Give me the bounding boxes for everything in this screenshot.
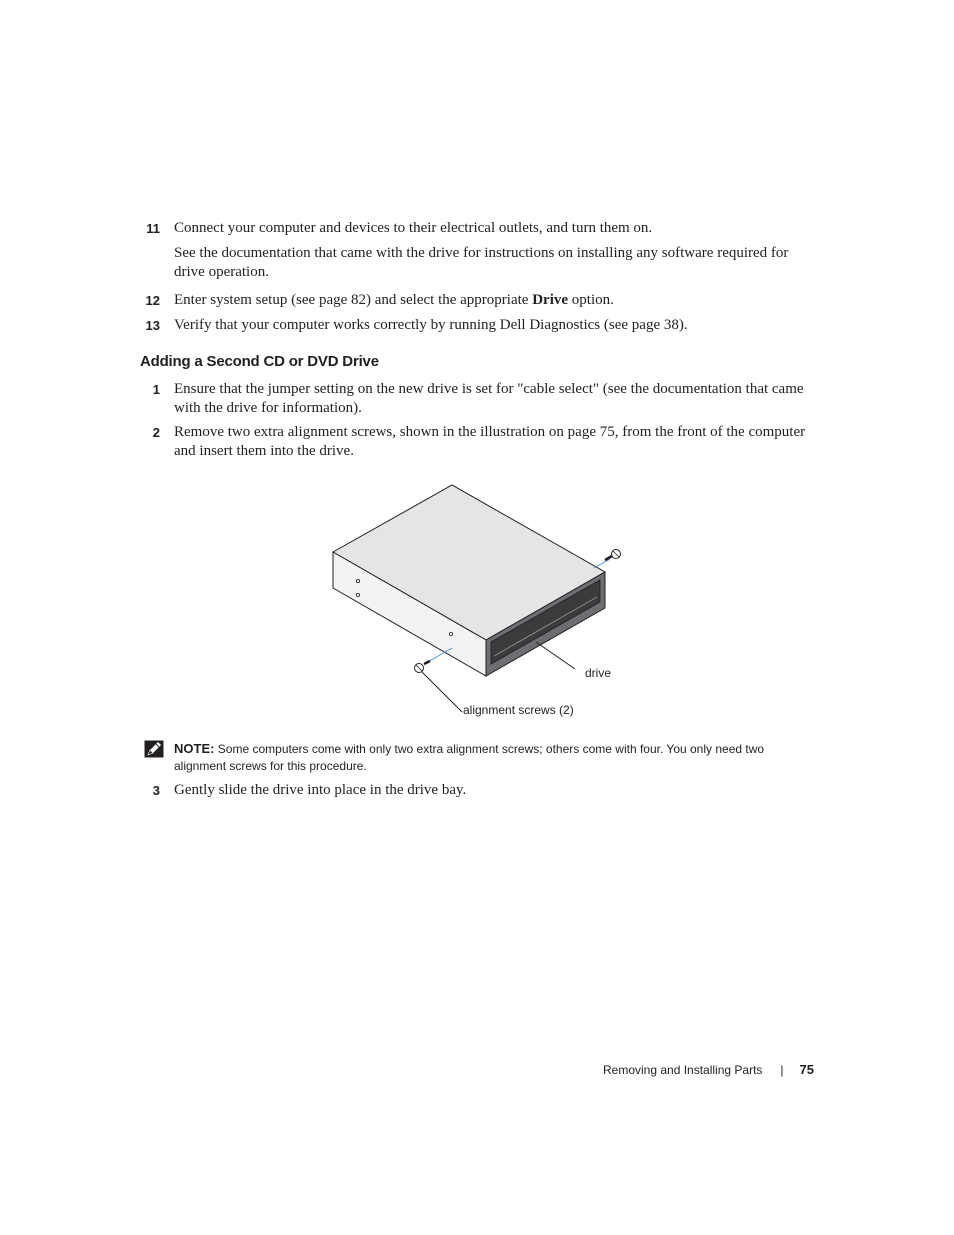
step-text: Verify that your computer works correctly by running Dell Diagnostics (see page 38). xyxy=(174,317,688,333)
alignment-screw-right xyxy=(605,550,621,561)
drive-leader-line xyxy=(536,642,575,669)
page-number: 75 xyxy=(799,1062,814,1077)
footer-separator: | xyxy=(780,1062,784,1077)
step-text-pre: Enter system setup (see page 82) and select the appropriate xyxy=(174,292,533,308)
step-2 xyxy=(140,423,820,461)
step-12 xyxy=(140,291,820,310)
footer-section-title: Removing and Installing Parts xyxy=(602,1062,763,1077)
alignment-screw-left xyxy=(415,661,431,673)
note-block xyxy=(140,740,810,775)
step-text: Connect your computer and devices to their electrical outlets, and turn them on. xyxy=(174,220,653,236)
step-number: 3 xyxy=(152,783,160,798)
callout-drive: drive xyxy=(585,666,612,680)
step-text: Gently slide the drive into place in the drive bay. xyxy=(174,782,467,798)
drive-drawing xyxy=(320,480,640,730)
step-3 xyxy=(140,781,820,800)
section-heading: Adding a Second CD or DVD Drive xyxy=(140,353,379,370)
step-text-post: option. xyxy=(568,292,614,308)
drive-illustration xyxy=(320,480,640,730)
step-number: 11 xyxy=(146,221,160,236)
page-footer xyxy=(603,1062,814,1077)
step-text: Ensure that the jumper setting on the new drive is set for "cable select" (see the documentation that came with the drive for information). xyxy=(174,381,804,416)
step-1 xyxy=(140,380,820,418)
note-label: NOTE: xyxy=(174,741,215,756)
note-pencil-icon xyxy=(144,740,164,763)
note-body: Some computers come with only two extra alignment screws; others come with four. You only need two alignment screws for this procedure. xyxy=(174,742,765,773)
step-text: Remove two extra alignment screws, shown in the illustration on page 75, from the front of the computer and insert them into the drive. xyxy=(174,424,806,459)
step-13 xyxy=(140,316,820,335)
step-text xyxy=(174,291,820,310)
screws-leader-line xyxy=(422,672,462,712)
step-number: 13 xyxy=(145,318,160,333)
callout-alignment-screws: alignment screws (2) xyxy=(463,703,574,717)
screw-guide-line-right xyxy=(594,559,610,568)
step-11-paragraph: See the documentation that came with the drive for instructions on installing any software required for drive operation. xyxy=(174,245,789,280)
step-number: 1 xyxy=(152,382,160,397)
step-11 xyxy=(140,219,820,238)
screw-guide-line-left xyxy=(426,648,452,663)
drive-option-label: Drive xyxy=(532,292,569,308)
step-number: 12 xyxy=(145,293,160,308)
step-number: 2 xyxy=(152,425,160,440)
note-text xyxy=(174,740,810,775)
